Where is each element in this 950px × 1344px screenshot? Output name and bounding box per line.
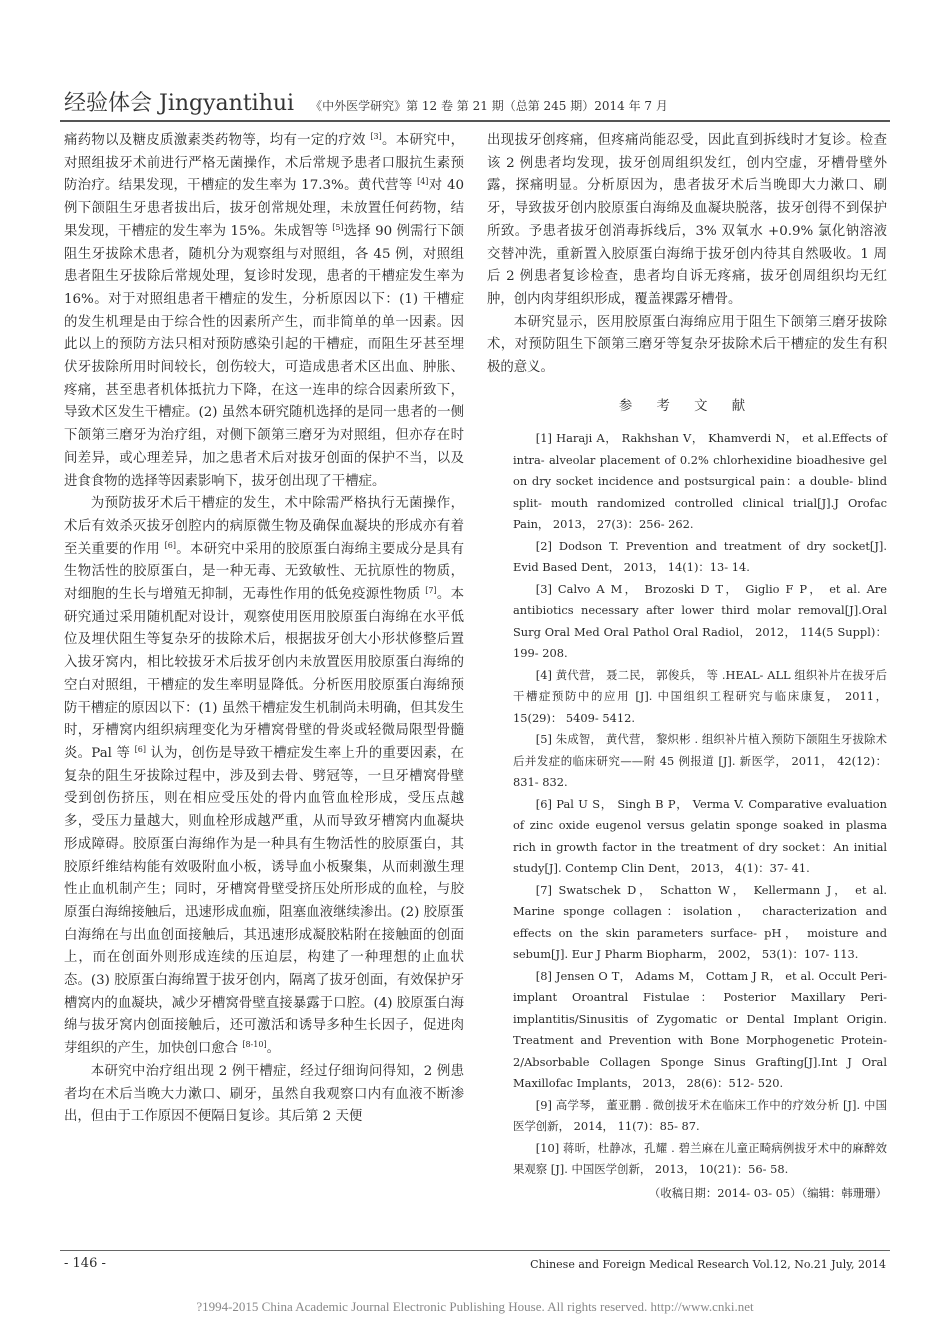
paragraph-text: 选择 90 例需行下颌阻生牙拔除术患者，随机分为观察组与对照组，各 45 例，对照组患者阻生牙拔除后常规处理，复诊时发现，患者的干槽症发生率为 16%。对于对照组患者干槽症的发生，分析原因以下：(1) 干槽症的发生机理是由于综合性的因素所产生，而非简单的单一因素。因此以上的预防方法只相对预防感染引起的干槽症，而阻生牙甚至埋伏牙拔除所用时间较长，创伤较大，可造成患者术区出血、肿胀、疼痛，甚至患者机体抵抗力下降，在这一连串的综合因素所致下，导致术区发生干槽症。(2) 虽然本研究随机选择的是同一患者的一侧下颌第三磨牙为治疗组，对侧下颌第三磨牙为对照组，但亦存在时间差异，或心理差异，加之患者术后对拔牙创面的保护不当，以及进食食物的选择等因素影响下，拔牙创出现了干槽症。 xyxy=(64,223,464,489)
paragraph-text: 本研究中治疗组出现 2 例干槽症，经过仔细询问得知，2 例患者均在术后当晚大力漱口、刷牙，虽然自我观察口内有血液不断渗出，但由于工作原因不便隔日复诊。其后第 2 天便 xyxy=(64,1063,464,1125)
reference-item: [2] Dodson T. Prevention and treatment of dry socket[J]. Evid Based Dent， 2013， 14(1)：13- 14. xyxy=(513,538,887,575)
reference-item: [5] 朱成智， 黄代营， 黎炽彬 . 组织补片植入预防下颌阻生牙拔除术后并发症的临床研究——附 45 例报道 [J]. 新医学， 2011， 42(12)： 831- 832. xyxy=(513,732,887,790)
paragraph-text: 。本研究中采用的胶原蛋白海绵主要成分是具有生物活性的胶原蛋白，是一种无毒、无致敏性、无抗原性的物质，对细胞的生长与增殖无抑制，无毒性作用的低免疫源性物质 xyxy=(64,541,465,603)
left-column xyxy=(64,130,464,1129)
reference-item: [6] Pal U S， Singh B P， Verma V. Comparative evaluation of zinc oxide eugenol versus gelatin sponge soaked in plasma rich in growth factor in the treatment of dry socket：An initial study[J]. Contemp Clin Dent， 2013， 4(1)：37- 41. xyxy=(513,796,887,876)
reference-item: [10] 蒋昕，杜静冰，孔耀 . 碧兰麻在儿童正畸病例拔牙术中的麻醉效果观察 [J]. 中国医学创新， 2013， 10(21)：56- 58. xyxy=(513,1140,887,1177)
paragraph-text: 为预防拔牙术后干槽症的发生，术中除需严格执行无菌操作，术后有效杀灭拔牙创腔内的病原微生物及确保血凝块的形成亦有着至关重要的作用 xyxy=(64,496,464,557)
copyright-watermark: ?1994-2015 China Academic Journal Electronic Publishing House. All rights reserved. http://www.cnki.net xyxy=(196,1299,754,1314)
citation-marker: [6] xyxy=(164,540,176,550)
paragraph-text: 。 xyxy=(266,1041,280,1057)
citation-marker: [7] xyxy=(425,586,437,596)
paragraph-text: 。本研究中，对照组拔牙术前进行严格无菌操作，术后常规予患者口服抗生素预防治疗。结果发现，干槽症的发生率为 17.3%。黄代营等 xyxy=(64,133,465,194)
reference-item: [8] Jensen O T， Adams M， Cottam J R， et al. Occult Peri- implant Oroantral Fistulae：Posterior Maxillary Peri- implantitis/Sinusitis of Zygomatic or Dental Implant Origin. Treatment and Prevention with Bone Morphogenetic Protein- 2/Absorbable Collagen Sponge Sinus Grafting[J].Int J Oral Maxillofac Implants， 2013， 28(6)：512- 520. xyxy=(513,968,887,1091)
section-title: 经验体会 Jingyantihui xyxy=(64,91,295,116)
right-column xyxy=(487,130,887,1203)
citation-marker: [5] xyxy=(332,222,344,232)
paragraph-text: 认为，创伤是导致干槽症发生率上升的重要因素，在复杂的阻生牙拔除过程中，涉及到去骨、劈冠等，一旦牙槽窝骨壁受到创伤挤压，则在相应受压处的骨内血管血栓形成，受压点越多，受压力量越大，则血栓形成越严重，从而导致牙槽窝内血凝块形成障碍。胶原蛋白海绵作为是一种具有生物活性的胶原蛋白，其胶原纤维结构能有效吸附血小板，诱导血小板聚集，从而刺激生理性止血机制产生；同时，牙槽窝骨壁受挤压处所形成的血栓，与胶原蛋白海绵接触后，迅速形成血痂，阻塞血液继续渗出。(2) 胶原蛋白海绵在与出血创面接触后，其迅速形成凝胶粘附在接触面的创面上，而在创面外则形成连续的压迫层，构建了一种理想的止血状态。(3) 胶原蛋白海绵置于拔牙创内，隔离了拔牙创面，有效保护牙槽窝内的血凝块，减少牙槽窝骨壁直接暴露于口腔。(4) 胶原蛋白海绵与拔牙窝内创面接触后，还可激活和诱导多种生长因子，促进肉芽组织的产生，加快创口愈合 xyxy=(64,745,464,1057)
paragraph-text: 出现拔牙创疼痛，但疼痛尚能忍受，因此直到拆线时才复诊。检查该 2 例患者均发现，拔牙创周组织发红，创内空虚，牙槽骨壁外露，探痛明显。分析原因为，患者拔牙术后当晚即大力漱口、刷牙，导致拔牙创内胶原蛋白海绵及血凝块脱落，拔牙创得不到保护所致。予患者拔牙创消毒拆线后，3% 双氧水 +0.9% 氯化钠溶液交替冲洗，重新置入胶原蛋白海绵于拔牙创内待其自然吸收。1 周后 2 例患者复诊检查，患者均自诉无疼痛，拔牙创周组织均无红肿，创内肉芽组织形成，覆盖裸露牙槽骨。 xyxy=(487,133,887,307)
paragraph-text: 对 40 例下颌阻生牙患者拔出后，拔牙创常规处理，未放置任何药物，结果发现，干槽症的发生率为 15%。朱成智等 xyxy=(64,178,464,239)
paragraph-text: 本研究显示，医用胶原蛋白海绵应用于阻生下颌第三磨牙拔除术，对预防阻生下颌第三磨牙等复杂牙拔除术后干槽症的发生有积极的意义。 xyxy=(487,314,887,376)
body-paragraph xyxy=(64,493,464,1061)
reference-item: [3] Calvo A M， Brozoski D T， Giglio F P， et al. Are antibiotics necessary after lower third molar removal[J].Oral Surg Oral Med Oral Pathol Oral Radiol， 2012， 114(5 Suppl)：199- 208. xyxy=(513,581,887,661)
footer-journal-citation: Chinese and Foreign Medical Research Vol.12, No.21 July, 2014 xyxy=(530,1258,886,1271)
right-column-body xyxy=(487,130,887,380)
citation-marker: [4] xyxy=(417,177,429,187)
page-number: - 146 - xyxy=(64,1256,106,1271)
body-paragraph xyxy=(64,130,464,493)
paragraph-text: 痛药物以及糖皮质激素类药物等，均有一定的疗效 xyxy=(64,133,371,148)
citation-marker: [6] xyxy=(134,744,146,754)
footer-divider xyxy=(60,1250,890,1251)
reference-list xyxy=(487,428,887,1181)
references-heading: 参 考 文 献 xyxy=(618,398,756,414)
paragraph-text: 。本研究通过采用随机配对设计，观察使用医用胶原蛋白海绵在水平低位及埋伏阻生等复杂牙的拔除术后，根据拔牙创大小形状修整后置入拔牙窝内，相比较拔牙术后拔牙创内未放置医用胶原蛋白海绵的空白对照组，干槽症的发生率明显降低。分析医用胶原蛋白海绵预防干槽症的原因以下：(1) 虽然干槽症发生机制尚未明确，但其发生时，牙槽窝内组织病理变化为牙槽窝骨壁的骨炎或轻微局限型骨髓炎。Pal 等 xyxy=(64,587,464,761)
citation-marker: [8-10] xyxy=(242,1040,267,1050)
reference-item: [4] 黄代营， 聂二民， 郭俊兵， 等 .HEAL- ALL 组织补片在拔牙后干槽症预防中的应用 [J]. 中国组织工程研究与临床康复， 2011， 15(29)： 5409- 5412. xyxy=(513,667,887,725)
received-date-editor: （收稿日期：2014- 03- 05）（编辑：韩珊珊） xyxy=(648,1185,887,1200)
body-paragraph xyxy=(64,1061,464,1129)
reference-item: [1] Haraji A， Rakhshan V， Khamverdi N， et al.Effects of intra- alveolar placement of 0.2% chlorhexidine bioadhesive gel on dry socket incidence and postsurgical pain：a double- blind split- mouth randomized controlled clinical trial[J].J Orofac Pain， 2013， 27(3)：256- 262. xyxy=(513,431,887,532)
citation-marker: [3] xyxy=(370,132,382,141)
body-paragraph xyxy=(487,130,887,312)
running-header xyxy=(64,86,890,120)
header-divider xyxy=(60,120,890,122)
reference-item: [7] Swatschek D， Schatton W， Kellermann J， et al. Marine sponge collagen：isolation， characterization and effects on the skin parameters surface- pH， moisture and sebum[J]. Eur J Pharm Biopharm， 2002， 53(1)：107- 113. xyxy=(513,882,887,962)
reference-item: [9] 高学琴， 董亚鹏 . 微创拔牙术在临床工作中的疗效分析 [J]. 中国医学创新， 2014， 11(7)：85- 87. xyxy=(513,1097,887,1134)
body-paragraph xyxy=(487,312,887,380)
journal-issue-info: 《中外医学研究》第 12 卷 第 21 期（总第 245 期）2014 年 7 月 xyxy=(310,99,668,113)
